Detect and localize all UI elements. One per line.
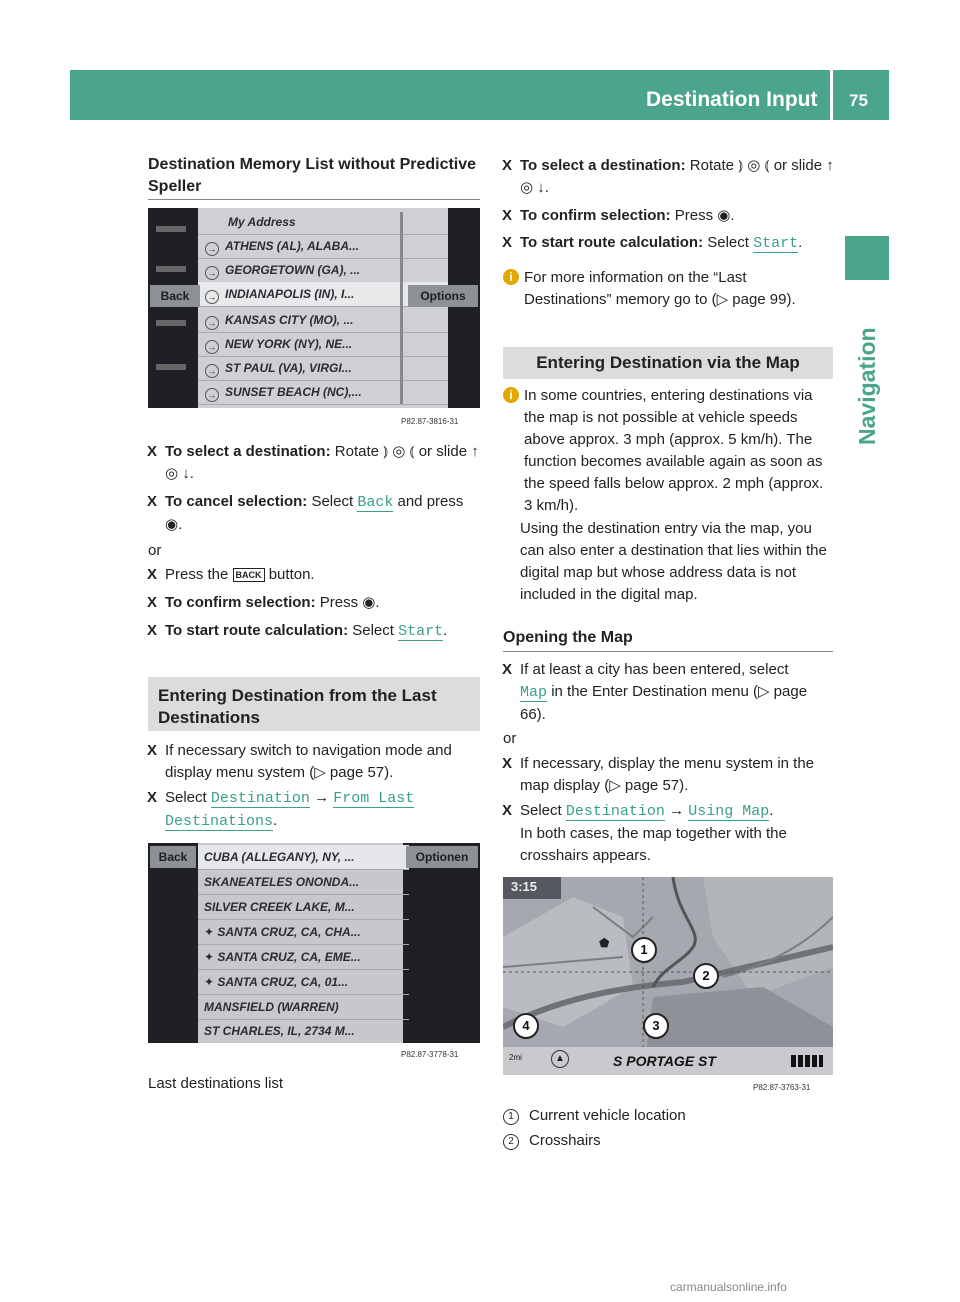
list-item: ✦ SANTA CRUZ, CA, CHA... <box>198 920 409 945</box>
list-item: → NEW YORK (NY), NE... <box>198 332 448 357</box>
map-scale: 2mi <box>509 1053 522 1062</box>
list-item: MANSFIELD (WARREN) <box>198 995 409 1020</box>
list-item: My Address <box>198 210 448 235</box>
figure-caption: Last destinations list <box>148 1075 284 1092</box>
list-item: ST CHARLES, IL, 2734 M... <box>198 1019 409 1043</box>
list-item: SKANEATELES ONONDA... <box>198 870 409 895</box>
map-screenshot <box>503 877 833 1075</box>
destination-icon: → <box>205 388 219 402</box>
callout-3: 3 <box>643 1013 669 1039</box>
destination-icon: → <box>205 266 219 280</box>
options-button: Options <box>408 285 478 307</box>
figure-id: P82.87-3763-31 <box>753 1083 811 1092</box>
callout-1: 1 <box>631 937 657 963</box>
section-box <box>503 347 833 379</box>
memory-list-screenshot <box>148 208 480 408</box>
destination-icon: → <box>205 316 219 330</box>
selector-arrow-icon <box>156 226 186 232</box>
figure-id: P82.87-3816-31 <box>401 417 459 426</box>
figure-id: P82.87-3778-31 <box>401 1050 459 1059</box>
last-destinations-list <box>198 843 403 1043</box>
section-box <box>148 677 480 731</box>
last-destinations-screenshot <box>148 843 480 1043</box>
back-button: Back <box>150 285 200 307</box>
list-item: → KANSAS CITY (MO), ... <box>198 308 448 333</box>
heading-rule <box>503 651 833 652</box>
info-icon: i <box>503 269 519 285</box>
selector-arrow-icon <box>156 364 186 370</box>
section-heading: Entering Destination via the Map <box>536 353 800 372</box>
bullet: X To confirm selection: Press ◉. <box>147 594 380 611</box>
bullet: X To start route calculation: Select Start. <box>502 234 803 252</box>
destination-icon: → <box>205 242 219 256</box>
or-text: or <box>503 730 517 747</box>
memory-heading: Destination Memory List without Predictive Speller <box>148 156 477 195</box>
list-item: → GEORGETOWN (GA), ... <box>198 258 448 283</box>
header-separator <box>830 70 833 120</box>
destination-icon: → <box>205 290 219 304</box>
legend-item: 2 Crosshairs <box>503 1132 601 1150</box>
heading-rule <box>148 199 480 200</box>
back-button: Back <box>150 846 196 868</box>
list-item: ✦ SANTA CRUZ, CA, 01... <box>198 970 409 995</box>
paragraph: Using the destination entry via the map, you can also enter a destination that lies within the digital map but whose address data is not included in the digital map. <box>520 520 827 603</box>
opening-map-heading: Opening the Map <box>503 629 633 646</box>
list-item-selected: → INDIANAPOLIS (IN), I... <box>198 282 448 307</box>
bullet: X To cancel selection: Select Back and press ◉. <box>147 493 464 533</box>
bullet: X To confirm selection: Press ◉. <box>502 207 735 224</box>
list-item: SILVER CREEK LAKE, M... <box>198 895 409 920</box>
info-icon: i <box>503 387 519 403</box>
list-item: → SUNSET BEACH (NC),... <box>198 380 448 405</box>
vehicle-position-icon: ⬟ <box>599 936 610 950</box>
list-item: → ATHENS (AL), ALABA... <box>198 234 448 259</box>
watermark: carmanualsonline.info <box>670 1280 787 1294</box>
map-time: 3:15 <box>511 879 538 894</box>
callout-4: 4 <box>513 1013 539 1039</box>
bullet: X Press the BACK button. <box>147 566 315 583</box>
selector-arrow-icon <box>156 266 186 272</box>
info-note: i For more information on the “Last Destinations” memory go to (▷ page 99). <box>524 267 834 311</box>
page-number: 75 <box>849 91 868 110</box>
list-item: ✦ SANTA CRUZ, CA, EME... <box>198 945 409 970</box>
street-name: S PORTAGE ST <box>613 1053 716 1069</box>
destination-icon: → <box>205 364 219 378</box>
bullet: X If at least a city has been entered, select Map in the Enter Destination menu (▷ page 66). <box>502 661 808 723</box>
info-note: i In some countries, entering destinations via the map is not possible at vehicle speeds above approx. 3 mph (approx. 5 km/h). The function becomes available again as soon as the speed falls below approx. 2 mph (approx. 3 km/h). <box>524 385 834 517</box>
side-tab-marker <box>845 236 889 280</box>
callout-2: 2 <box>693 963 719 989</box>
map-graphic <box>503 877 833 1075</box>
bullet: X Select Destination → Using Map. In both cases, the map together with the crosshairs appears. <box>502 802 787 864</box>
memory-list <box>198 208 448 408</box>
signal-strength-icon <box>791 1055 823 1067</box>
bullet: X If necessary, display the menu system in the map display (▷ page 57). <box>502 755 815 794</box>
legend-item: 1 Current vehicle location <box>503 1107 686 1125</box>
back-key-icon: BACK <box>233 568 265 582</box>
destination-icon: → <box>205 340 219 354</box>
selector-arrow-icon <box>156 320 186 326</box>
side-tab-label: Navigation <box>854 327 880 445</box>
scrollbar <box>400 212 403 404</box>
compass-icon: ▲ <box>551 1050 569 1068</box>
options-button: Optionen <box>406 846 478 868</box>
list-item: → ST PAUL (VA), VIRGI... <box>198 356 448 381</box>
list-item-selected: CUBA (ALLEGANY), NY, ... <box>198 845 409 870</box>
bullet: X To select a destination: Rotate ⦆ ◎ ⦅ or slide ↑ ◎ ↓. <box>502 157 834 196</box>
section-heading: Entering Destination from the Last Destinations <box>158 686 437 727</box>
or-text: or <box>148 542 162 559</box>
section-title: Destination Input <box>646 88 818 111</box>
bullet: X Select Destination → From Last Destinations. <box>147 789 415 830</box>
bullet: X To select a destination: Rotate ⦆ ◎ ⦅ or slide ↑ ◎ ↓. <box>147 443 479 482</box>
bullet: X If necessary switch to navigation mode and display menu system (▷ page 57). <box>147 742 452 781</box>
bullet: X To start route calculation: Select Start. <box>147 622 448 640</box>
